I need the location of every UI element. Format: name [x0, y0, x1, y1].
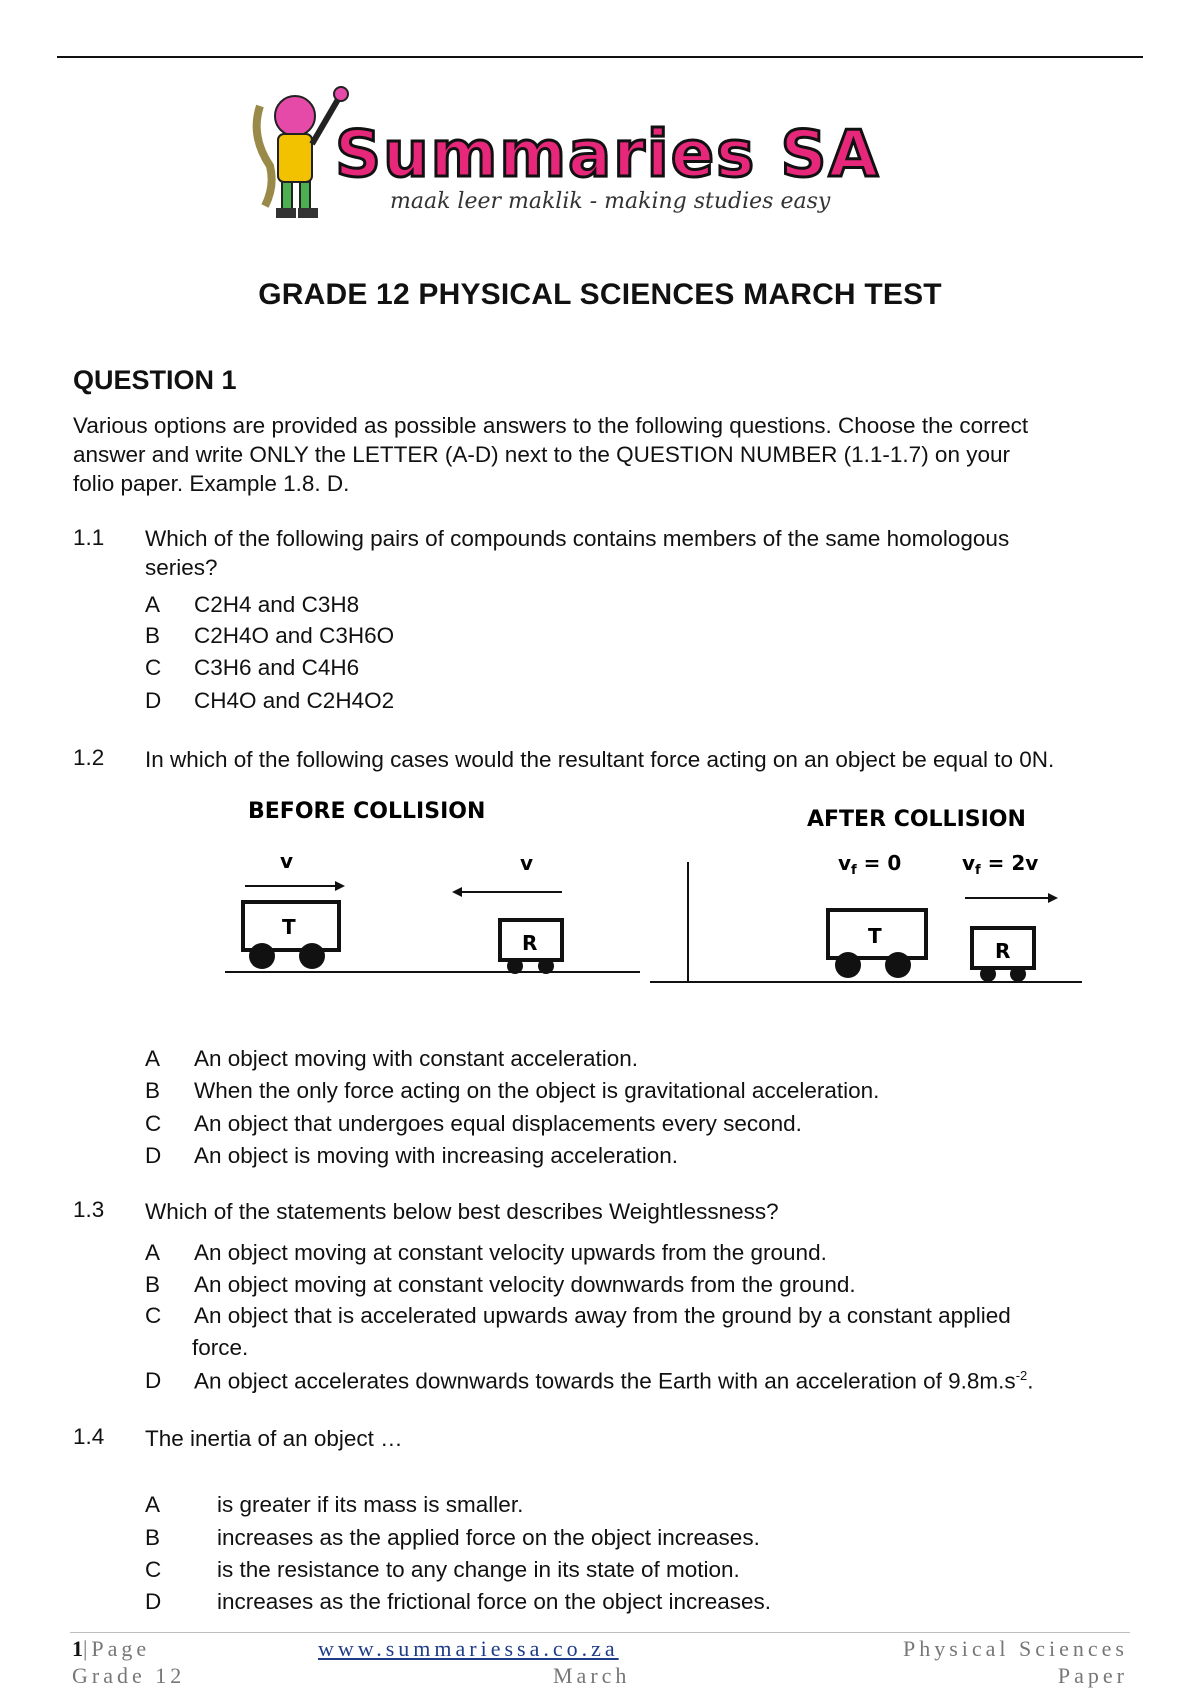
trolley-r-before	[500, 920, 562, 974]
trolley-t-before	[243, 902, 339, 969]
option-text: An object moving at constant velocity downwards from the ground.	[194, 1272, 856, 1297]
option-text: CH4O and C2H4O2	[194, 688, 395, 713]
question-number: 1.1	[73, 525, 105, 550]
option-letter: C	[145, 1111, 162, 1136]
footer-page: 1|Page	[72, 1636, 151, 1661]
question-text: Which of the statements below best describes Weightlessness?	[145, 1199, 779, 1224]
arrow-right-icon	[1048, 893, 1058, 903]
logo-tagline: maak leer maklik - making studies easy	[390, 189, 831, 214]
velocity-label-r: v	[520, 851, 534, 875]
option-text-continued: force.	[192, 1335, 249, 1360]
option-letter: D	[145, 1589, 162, 1614]
question-heading: QUESTION 1	[73, 365, 237, 395]
top-rule	[57, 56, 1143, 58]
question-text-line: series?	[145, 555, 218, 580]
trolley-r-label: R	[995, 939, 1011, 963]
instructions-line: folio paper. Example 1.8. D.	[73, 471, 350, 496]
option-text: An object that undergoes equal displacements every second.	[194, 1111, 802, 1136]
option-letter: B	[145, 1078, 161, 1103]
option-letter: C	[145, 1303, 162, 1328]
option-letter: A	[145, 592, 161, 617]
option-text: An object that is accelerated upwards away from the ground by a constant applied	[194, 1303, 1011, 1328]
before-collision-label: BEFORE COLLISION	[248, 799, 486, 824]
option-letter: A	[145, 1492, 161, 1517]
footer-rule	[70, 1632, 1130, 1633]
footer-month: March	[553, 1663, 631, 1688]
page-title: GRADE 12 PHYSICAL SCIENCES MARCH TEST	[258, 278, 942, 311]
footer-grade: Grade 12	[72, 1663, 186, 1688]
option-text: C2H4O and C3H6O	[194, 623, 395, 648]
option-letter: D	[145, 688, 162, 713]
option-text: is greater if its mass is smaller.	[217, 1492, 524, 1517]
option-text: An object moving with constant acceleration.	[194, 1046, 638, 1071]
question-number: 1.3	[73, 1197, 105, 1222]
trolley-t-label: T	[282, 915, 296, 939]
option-text: An object accelerates downwards towards the Earth with an acceleration of $9.8m.s^{-2}$.	[194, 1368, 1034, 1394]
after-collision-label: AFTER COLLISION	[807, 807, 1026, 832]
trolley-t-after	[828, 910, 926, 978]
trolley-r-after	[972, 928, 1034, 982]
vf-r-label: $v_f = 2v$	[962, 851, 1039, 878]
vf-t-label: $v_f = 0$	[838, 851, 902, 878]
logo-wordmark: Summaries SA	[335, 118, 881, 192]
option-text: is the resistance to any change in its state of motion.	[217, 1557, 740, 1582]
option-letter: D	[145, 1368, 162, 1393]
question-text: The inertia of an object …	[145, 1426, 403, 1451]
option-text: When the only force acting on the object is gravitational acceleration.	[194, 1078, 880, 1103]
collision-diagram	[210, 790, 1100, 1010]
option-text: An object moving at constant velocity upwards from the ground.	[194, 1240, 827, 1265]
option-letter: C	[145, 1557, 162, 1582]
footer-subject: Physical Sciences	[902, 1636, 1128, 1661]
footer-paper: Paper	[1057, 1663, 1128, 1688]
instructions-line: Various options are provided as possible answers to the following questions. Choose the correct	[73, 413, 1029, 438]
option-letter: B	[145, 1272, 161, 1297]
option-letter: C	[145, 655, 162, 680]
option-letter: B	[145, 623, 161, 648]
option-text: C2H4 and C3H8	[194, 592, 360, 617]
arrow-left-icon	[452, 887, 462, 897]
option-letter: D	[145, 1143, 162, 1168]
option-text: C3H6 and C4H6	[194, 655, 360, 680]
trolley-r-label: R	[522, 931, 538, 955]
velocity-label-t: v	[280, 849, 294, 873]
option-text: An object is moving with increasing acceleration.	[194, 1143, 678, 1168]
question-text-line: Which of the following pairs of compounds contains members of the same homologous	[145, 526, 1010, 551]
option-letter: A	[145, 1046, 161, 1071]
arrow-right-icon	[335, 881, 345, 891]
summaries-sa-logo	[240, 86, 960, 226]
question-number: 1.4	[73, 1424, 105, 1449]
instructions	[73, 411, 1113, 498]
option-text: increases as the frictional force on the object increases.	[217, 1589, 772, 1614]
footer-website-link[interactable]: www.summariessa.co.za	[318, 1636, 619, 1661]
question-text	[145, 524, 1125, 582]
option-letter: A	[145, 1240, 161, 1265]
question-number: 1.2	[73, 745, 105, 770]
trolley-t-label: T	[868, 924, 882, 948]
option-text: increases as the applied force on the object increases.	[217, 1525, 760, 1550]
question-text: In which of the following cases would the resultant force acting on an object be equal to 0N.	[145, 747, 1055, 772]
option-letter: B	[145, 1525, 161, 1550]
instructions-line: answer and write ONLY the LETTER (A-D) next to the QUESTION NUMBER (1.1-1.7) on your	[73, 442, 1010, 467]
